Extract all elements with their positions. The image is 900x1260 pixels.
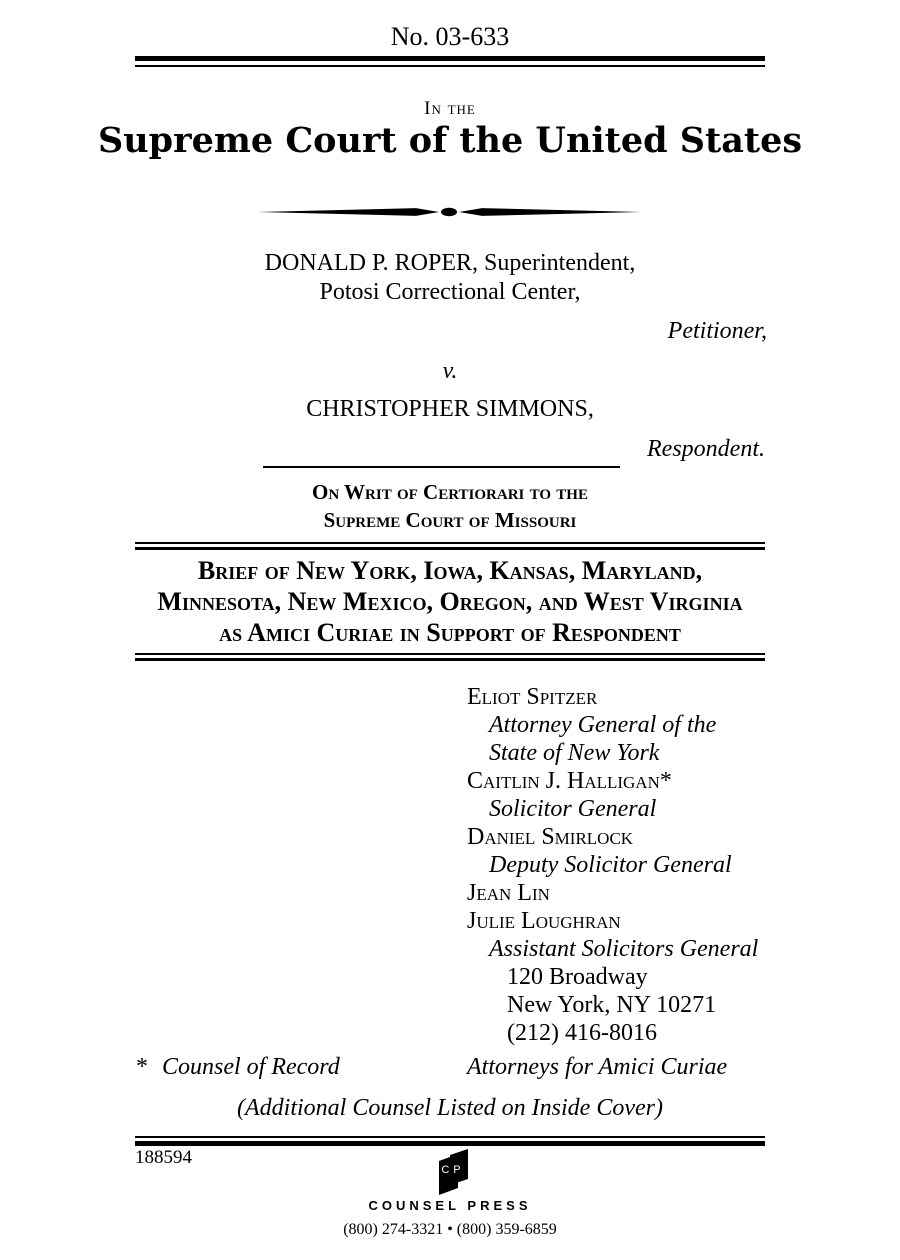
brief-title-line2: Minnesota, New Mexico, Oregon, and West Virginia xyxy=(157,587,743,616)
double-rule-below-title xyxy=(135,653,765,661)
counsel-name: Julie Loughran xyxy=(467,908,621,934)
counsel-address: 120 Broadway xyxy=(507,964,648,990)
counsel-name: Caitlin J. Halligan* xyxy=(467,768,672,794)
writ-line2: Supreme Court of Missouri xyxy=(323,508,577,532)
printer-name: COUNSEL PRESS xyxy=(368,1198,532,1213)
respondent-name: CHRISTOPHER SIMMONS, xyxy=(306,396,594,422)
versus-label: v. xyxy=(442,358,458,384)
double-rule-above-title xyxy=(135,542,765,550)
counsel-of-record-note xyxy=(136,1054,340,1081)
counsel-of-record-text: Counsel of Record xyxy=(162,1054,340,1080)
double-rule-top xyxy=(135,56,765,67)
brief-title-line3: as Amici Curiae in Support of Respondent xyxy=(219,618,681,647)
counsel-title: Deputy Solicitor General xyxy=(489,852,732,878)
cp-logo-letters: CP xyxy=(441,1164,465,1176)
counsel-name: Daniel Smirlock xyxy=(467,824,634,850)
counsel-address: (212) 416-8016 xyxy=(507,1020,657,1046)
counsel-name: Jean Lin xyxy=(467,880,550,906)
counsel-press-logo xyxy=(436,1148,470,1196)
asterisk-marker: * xyxy=(136,1054,148,1080)
brief-title xyxy=(0,555,900,648)
respondent-underline xyxy=(263,446,620,468)
diamond-divider-icon xyxy=(258,205,642,219)
double-rule-bottom xyxy=(135,1136,765,1146)
petitioner-name-line1: DONALD P. ROPER, Superintendent, xyxy=(264,250,636,276)
petitioner-label: Petitioner, xyxy=(667,318,767,344)
additional-counsel-note: (Additional Counsel Listed on Inside Cover) xyxy=(237,1095,663,1121)
counsel-title: Attorney General of the xyxy=(489,712,717,738)
counsel-title: Solicitor General xyxy=(489,796,657,822)
counsel-name: Eliot Spitzer xyxy=(467,684,598,710)
petitioner-name-line2: Potosi Correctional Center, xyxy=(319,279,581,305)
counsel-address: New York, NY 10271 xyxy=(507,992,717,1018)
petitioner-name-block xyxy=(0,249,900,307)
printer-phone-numbers: (800) 274-3321 • (800) 359-6859 xyxy=(343,1221,557,1238)
counsel-title: State of New York xyxy=(489,740,660,766)
counsel-list xyxy=(467,683,807,1047)
print-job-number: 188594 xyxy=(135,1147,192,1168)
docket-number: No. 03-633 xyxy=(390,22,510,51)
attorneys-for-amici-note: Attorneys for Amici Curiae xyxy=(467,1054,728,1080)
in-the-heading: In the xyxy=(424,98,476,119)
counsel-title: Assistant Solicitors General xyxy=(489,936,759,962)
brief-title-line1: Brief of New York, Iowa, Kansas, Maryland, xyxy=(197,556,703,585)
writ-heading xyxy=(0,478,900,534)
writ-line1: On Writ of Certiorari to the xyxy=(312,480,588,504)
court-name-heading: Supreme Court of the United States xyxy=(97,120,803,161)
respondent-label: Respondent. xyxy=(647,436,765,462)
